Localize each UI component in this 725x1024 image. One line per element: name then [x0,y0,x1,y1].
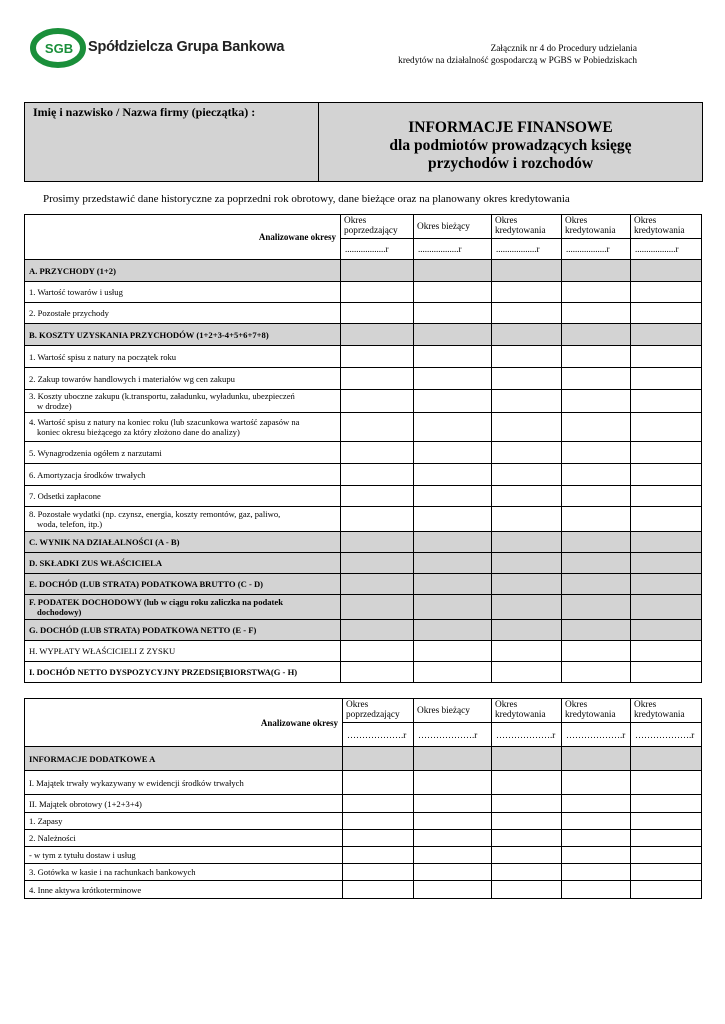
year-field-current-2[interactable]: ……………….r [414,723,492,747]
row-label: D. SKŁADKI ZUS WŁAŚCICIELA [25,553,341,574]
value-cell[interactable] [492,346,562,368]
value-cell[interactable] [631,847,702,864]
year-field-credit-2-1[interactable]: ……………….r [492,723,562,747]
value-cell[interactable] [414,662,492,683]
value-cell[interactable] [343,747,414,771]
value-cell[interactable] [341,620,414,641]
table-row [25,641,702,662]
value-cell[interactable] [562,442,631,464]
table-row [25,747,702,771]
value-cell[interactable] [414,282,492,303]
value-cell[interactable] [414,747,492,771]
value-cell[interactable] [341,346,414,368]
value-cell[interactable] [414,532,492,553]
value-cell[interactable] [492,881,562,899]
value-cell[interactable] [341,507,414,532]
table-row [25,830,702,847]
table-row [25,881,702,899]
value-cell[interactable] [414,813,492,830]
value-cell[interactable] [414,464,492,486]
value-cell[interactable] [562,260,631,282]
table-row [25,574,702,595]
value-cell[interactable] [492,553,562,574]
value-cell[interactable] [631,442,702,464]
value-cell[interactable] [631,574,702,595]
value-cell[interactable] [631,413,702,442]
row-label: 3. Koszty uboczne zakupu (k.transportu, załadunku, wyładunku, ubezpieczeń w drodze) [25,390,341,413]
row-label: C. WYNIK NA DZIAŁALNOŚCI (A - B) [25,532,341,553]
value-cell[interactable] [343,881,414,899]
value-cell[interactable] [631,662,702,683]
periods-label-2: Analizowane okresy [25,699,343,747]
value-cell[interactable] [414,847,492,864]
value-cell[interactable] [341,324,414,346]
value-cell[interactable] [341,574,414,595]
row-label: 2. Pozostałe przychody [25,303,341,324]
value-cell[interactable] [631,795,702,813]
value-cell[interactable] [562,413,631,442]
table-row [25,553,702,574]
table-row [25,507,702,532]
table-row [25,390,702,413]
value-cell[interactable] [414,574,492,595]
value-cell[interactable] [631,486,702,507]
value-cell[interactable] [631,830,702,847]
sgb-logo-icon [30,26,90,70]
value-cell[interactable] [492,662,562,683]
value-cell[interactable] [414,390,492,413]
table-row [25,864,702,881]
value-cell[interactable] [631,324,702,346]
table-row [25,595,702,620]
document-title [319,103,702,181]
value-cell[interactable] [562,847,631,864]
value-cell[interactable] [341,464,414,486]
value-cell[interactable] [562,795,631,813]
value-cell[interactable] [414,260,492,282]
value-cell[interactable] [562,390,631,413]
logo-name: Spółdzielcza Grupa Bankowa [88,39,285,55]
value-cell[interactable] [562,662,631,683]
value-cell[interactable] [631,282,702,303]
value-cell[interactable] [492,464,562,486]
value-cell[interactable] [562,881,631,899]
row-label: E. DOCHÓD (LUB STRATA) PODATKOWA BRUTTO (C - D) [25,574,341,595]
reference-line-1: Załącznik nr 4 do Procedury udzielania [490,44,637,54]
year-field-credit-2-2[interactable]: ……………….r [562,723,631,747]
value-cell[interactable] [492,847,562,864]
col-credit-header-2-1: Okres kredytowania [492,699,562,723]
value-cell[interactable] [562,324,631,346]
value-cell[interactable] [492,390,562,413]
value-cell[interactable] [414,641,492,662]
value-cell[interactable] [562,830,631,847]
value-cell[interactable] [492,574,562,595]
value-cell[interactable] [341,282,414,303]
col-previous-header: Okres poprzedzający [341,215,414,239]
value-cell[interactable] [343,813,414,830]
value-cell[interactable] [492,532,562,553]
year-field-previous-2[interactable]: ……………….r [343,723,414,747]
year-field-credit-2[interactable]: ..................r [562,239,631,260]
table-row [25,346,702,368]
value-cell[interactable] [562,486,631,507]
value-cell[interactable] [631,368,702,390]
row-label: A. PRZYCHODY (1+2) [25,260,341,282]
col-credit-header-3: Okres kredytowania [631,215,702,239]
value-cell[interactable] [414,795,492,813]
value-cell[interactable] [414,324,492,346]
value-cell[interactable] [631,881,702,899]
value-cell[interactable] [631,595,702,620]
value-cell[interactable] [562,864,631,881]
table-row [25,813,702,830]
table-row [25,282,702,303]
value-cell[interactable] [492,413,562,442]
row-label: G. DOCHÓD (LUB STRATA) PODATKOWA NETTO (E - F) [25,620,341,641]
value-cell[interactable] [492,368,562,390]
value-cell[interactable] [341,641,414,662]
table-row [25,260,702,282]
value-cell[interactable] [341,553,414,574]
value-cell[interactable] [492,830,562,847]
row-label: 5. Wynagrodzenia ogółem z narzutami [25,442,341,464]
value-cell[interactable] [492,771,562,795]
value-cell[interactable] [492,747,562,771]
table-row [25,486,702,507]
value-cell[interactable] [631,813,702,830]
value-cell[interactable] [562,507,631,532]
table-row [25,324,702,346]
value-cell[interactable] [492,324,562,346]
value-cell[interactable] [562,532,631,553]
value-cell[interactable] [492,282,562,303]
value-cell[interactable] [341,390,414,413]
value-cell[interactable] [562,303,631,324]
row-label: 4. Wartość spisu z natury na koniec roku (lub szacunkowa wartość zapasów na koniec okresu bieżącego za który złożono dane do analizy) [25,413,341,442]
row-label: INFORMACJE DODATKOWE A [25,747,343,771]
value-cell[interactable] [562,368,631,390]
row-label: - w tym z tytułu dostaw i usług [25,847,343,864]
value-cell[interactable] [414,881,492,899]
periods-label: Analizowane okresy [25,215,341,260]
value-cell[interactable] [631,507,702,532]
value-cell[interactable] [414,864,492,881]
value-cell[interactable] [341,368,414,390]
table-row [25,795,702,813]
value-cell[interactable] [631,771,702,795]
value-cell[interactable] [631,346,702,368]
row-label: 3. Gotówka w kasie i na rachunkach bankowych [25,864,343,881]
value-cell[interactable] [414,368,492,390]
value-cell[interactable] [631,553,702,574]
year-field-credit-2-3[interactable]: ……………….r [631,723,702,747]
table-row [25,464,702,486]
value-cell[interactable] [414,830,492,847]
value-cell[interactable] [631,303,702,324]
col-credit-header-1: Okres kredytowania [492,215,562,239]
value-cell[interactable] [341,303,414,324]
table-row [25,662,702,683]
reference-line-2: kredytów na działalność gospodarczą w PGBS w Pobiedziskach [398,56,637,66]
value-cell[interactable] [562,641,631,662]
value-cell[interactable] [341,662,414,683]
value-cell[interactable] [414,346,492,368]
year-field-credit-1[interactable]: ..................r [492,239,562,260]
value-cell[interactable] [562,464,631,486]
value-cell[interactable] [631,464,702,486]
table-row [25,368,702,390]
value-cell[interactable] [562,346,631,368]
table-row [25,532,702,553]
value-cell[interactable] [492,641,562,662]
value-cell[interactable] [492,813,562,830]
value-cell[interactable] [631,620,702,641]
value-cell[interactable] [414,413,492,442]
row-label: 4. Inne aktywa krótkoterminowe [25,881,343,899]
value-cell[interactable] [631,260,702,282]
intro-text: Prosimy przedstawić dane historyczne za poprzedni rok obrotowy, dane bieżące oraz na planowany okres kredytowania [43,193,570,205]
value-cell[interactable] [562,595,631,620]
row-label: I. DOCHÓD NETTO DYSPOZYCYJNY PRZEDSIĘBIORSTWA(G - H) [25,662,341,683]
row-label: 1. Zapasy [25,813,343,830]
value-cell[interactable] [343,864,414,881]
col-credit-header-2-2: Okres kredytowania [562,699,631,723]
value-cell[interactable] [414,303,492,324]
year-field-credit-3[interactable]: ..................r [631,239,702,260]
value-cell[interactable] [492,595,562,620]
row-label: II. Majątek obrotowy (1+2+3+4) [25,795,343,813]
value-cell[interactable] [414,771,492,795]
table-row [25,620,702,641]
year-field-previous[interactable]: ..................r [341,239,414,260]
row-label: 6. Amortyzacja środków trwałych [25,464,341,486]
value-cell[interactable] [492,507,562,532]
logo-mark: SGB [44,41,74,56]
value-cell[interactable] [343,771,414,795]
value-cell[interactable] [492,303,562,324]
year-field-current[interactable]: ..................r [414,239,492,260]
row-label: 2. Należności [25,830,343,847]
value-cell[interactable] [631,532,702,553]
value-cell[interactable] [492,260,562,282]
row-label: I. Majątek trwały wykazywany w ewidencji środków trwałych [25,771,343,795]
col-credit-header-2: Okres kredytowania [562,215,631,239]
col-current-header: Okres bieżący [414,215,492,239]
value-cell[interactable] [341,442,414,464]
value-cell[interactable] [414,442,492,464]
value-cell[interactable] [492,620,562,641]
value-cell[interactable] [562,813,631,830]
row-label: H. WYPŁATY WŁAŚCICIELI Z ZYSKU [25,641,341,662]
table-row [25,303,702,324]
value-cell[interactable] [414,620,492,641]
name-field-label[interactable]: Imię i nazwisko / Nazwa firmy (pieczątka) : [25,103,319,181]
value-cell[interactable] [414,507,492,532]
row-label: 1. Wartość towarów i usług [25,282,341,303]
financial-table [24,214,702,683]
table-row [25,413,702,442]
value-cell[interactable] [343,830,414,847]
row-label: 7. Odsetki zapłacone [25,486,341,507]
row-label: B. KOSZTY UZYSKANIA PRZYCHODÓW (1+2+3-4+5+6+7+8) [25,324,341,346]
value-cell[interactable] [343,795,414,813]
value-cell[interactable] [341,486,414,507]
table-row [25,847,702,864]
value-cell[interactable] [631,390,702,413]
value-cell[interactable] [631,864,702,881]
value-cell[interactable] [562,282,631,303]
row-label: 1. Wartość spisu z natury na początek roku [25,346,341,368]
value-cell[interactable] [414,486,492,507]
table-row [25,771,702,795]
value-cell[interactable] [631,641,702,662]
title-line-3: przychodów i rozchodów [427,155,594,172]
row-label: 2. Zakup towarów handlowych i materiałów wg cen zakupu [25,368,341,390]
value-cell[interactable] [631,747,702,771]
value-cell[interactable] [341,595,414,620]
value-cell[interactable] [492,795,562,813]
table-row [25,442,702,464]
col-previous-header-2: Okres poprzedzający [343,699,414,723]
value-cell[interactable] [562,620,631,641]
additional-info-table [24,698,702,899]
value-cell[interactable] [341,413,414,442]
col-current-header-2: Okres bieżący [414,699,492,723]
value-cell[interactable] [562,553,631,574]
value-cell[interactable] [414,553,492,574]
value-cell[interactable] [343,847,414,864]
value-cell[interactable] [414,595,492,620]
title-line-1: INFORMACJE FINANSOWE [408,119,613,136]
value-cell[interactable] [492,486,562,507]
value-cell[interactable] [492,864,562,881]
value-cell[interactable] [562,574,631,595]
value-cell[interactable] [562,771,631,795]
row-label: F. PODATEK DOCHODOWY (lub w ciągu roku zaliczka na podatek dochodowy) [25,595,341,620]
title-line-2: dla podmiotów prowadzących księgę [389,137,632,154]
sgb-logo [30,26,285,70]
title-box [24,102,703,182]
value-cell[interactable] [341,260,414,282]
value-cell[interactable] [562,747,631,771]
value-cell[interactable] [341,532,414,553]
row-label: 8. Pozostałe wydatki (np. czynsz, energia, koszty remontów, gaz, paliwo, woda, telefon, itp.) [25,507,341,532]
document-reference [398,43,637,67]
value-cell[interactable] [492,442,562,464]
col-credit-header-2-3: Okres kredytowania [631,699,702,723]
